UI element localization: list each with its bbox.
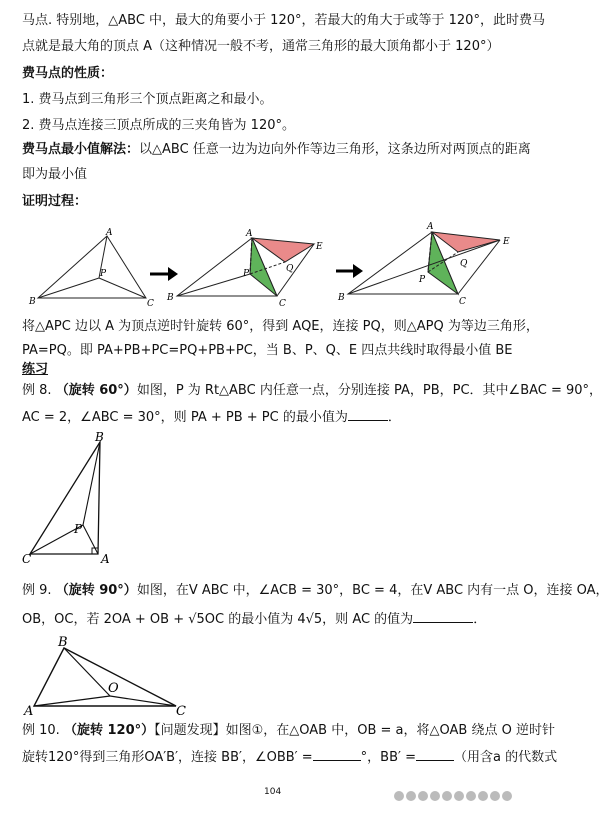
ex8-line-1 bbox=[22, 382, 603, 400]
fig2-label-a: A bbox=[246, 229, 253, 239]
practice-heading: 练习 bbox=[22, 362, 49, 377]
ex9-text-1: 如图，在V ABC 中，∠ACB = 30°，BC = 4，在V ABC 内有一点 O，连接 OA， bbox=[136, 583, 609, 598]
proof-text-1: 将△APC 边以 A 为顶点逆时针旋转 60°，得到 AQE，连接 PQ，则△APQ 为等边三角形， bbox=[22, 319, 539, 334]
ex10-text-1: 【问题发现】如图①，在△OAB 中，OB = a，将△OAB 绕点 O 逆时针 bbox=[154, 723, 555, 738]
ex8-tag: （旋转 60°） bbox=[55, 383, 137, 398]
figure-1-triangle bbox=[28, 228, 154, 309]
ex8-prefix: 例 8. bbox=[22, 383, 52, 398]
arrow-right-icon bbox=[336, 264, 363, 278]
proof-heading: 证明过程： bbox=[22, 194, 88, 209]
intro-line-2: 点就是最大角的顶点 A（这种情况一般不考，通常三角形的最大顶角都小于 120°） bbox=[22, 39, 500, 54]
fig3-label-b: B bbox=[338, 293, 345, 303]
ex10-text-2: 旋转120°得到三角形OA′B′，连接 BB′，∠OBB′ = bbox=[22, 750, 313, 765]
ex8-label-p: P bbox=[74, 522, 83, 536]
ex8-line-2 bbox=[22, 408, 534, 427]
arrow-right-icon bbox=[150, 267, 178, 281]
ex10-tag: （旋转 120°） bbox=[63, 723, 155, 738]
fig2-label-e: E bbox=[316, 242, 323, 252]
ex10-angle-blank[interactable] bbox=[313, 748, 361, 761]
ex9-label-a: A bbox=[24, 704, 34, 719]
watermark-logo bbox=[394, 786, 534, 804]
ex9-text-end: ． bbox=[473, 612, 487, 627]
fig3-label-c: C bbox=[459, 297, 466, 307]
fig3-label-p: P bbox=[419, 275, 426, 285]
ex9-line-1 bbox=[22, 582, 609, 600]
proof-text-2: PA=PQ。即 PA+PB+PC=PQ+PB+PC，当 B、P、Q、E 四点共线时取得最小值 BE bbox=[22, 343, 513, 358]
intro-line-1: 马点. 特别地，△ABC 中，最大的角要小于 120°，若最大的角大于或等于 120°，此时费马 bbox=[22, 13, 545, 28]
property-item-1: 1. 费马点到三角形三个顶点距离之和最小。 bbox=[22, 92, 273, 107]
figure-3-collinear bbox=[337, 222, 510, 307]
ex8-figure bbox=[22, 432, 122, 572]
proof-figures bbox=[0, 216, 548, 316]
ex8-text-2: AC = 2，∠ABC = 30°，则 PA + PB + PC 的最小值为 bbox=[22, 410, 348, 425]
fig3-label-e: E bbox=[503, 237, 510, 247]
ex10-length-blank[interactable] bbox=[416, 748, 454, 761]
ex8-label-b: B bbox=[95, 430, 104, 444]
fig2-label-b: B bbox=[167, 293, 174, 303]
ex9-text-2: OB，OC，若 2OA + OB + √5OC 的最小值为 4√5，则 AC 的值为 bbox=[22, 612, 414, 627]
ex9-figure bbox=[24, 634, 194, 719]
page-number: 104 bbox=[264, 787, 282, 797]
ex8-text-end: ． bbox=[387, 410, 401, 425]
ex10-text-3: °，BB′ = bbox=[360, 750, 416, 765]
ex10-prefix: 例 10. bbox=[22, 723, 60, 738]
property-item-2: 2. 费马点连接三顶点所成的三夹角皆为 120°。 bbox=[22, 118, 295, 133]
ex9-prefix: 例 9. bbox=[22, 583, 52, 598]
ex9-line-2 bbox=[22, 610, 534, 629]
figure-2-rotation bbox=[166, 229, 323, 309]
fig1-label-p: P bbox=[100, 269, 107, 279]
ex10-text-4: （用含a 的代数式 bbox=[453, 750, 558, 765]
method-line-2: 即为最小值 bbox=[22, 167, 88, 182]
fig1-label-a: A bbox=[106, 228, 113, 238]
ex8-text-1: 如图，P 为 Rt△ABC 内任意一点，分别连接 PA，PB，PC．其中∠BAC = 90°， bbox=[136, 383, 603, 398]
fig2-label-q: Q bbox=[286, 264, 294, 274]
fig1-label-b: B bbox=[29, 297, 36, 307]
ex8-label-a: A bbox=[101, 552, 110, 566]
ex9-label-o: O bbox=[108, 681, 119, 696]
fig2-label-c: C bbox=[279, 299, 286, 309]
fig2-label-p: P bbox=[243, 269, 250, 279]
ex10-line-2 bbox=[22, 748, 558, 767]
properties-heading: 费马点的性质： bbox=[22, 66, 114, 81]
ex9-tag: （旋转 90°） bbox=[55, 583, 137, 598]
ex9-label-b: B bbox=[58, 635, 68, 650]
method-text-1: 以△ABC 任意一边为边向外作等边三角形，这条边所对两顶点的距离 bbox=[139, 142, 531, 157]
fig3-label-a: A bbox=[427, 222, 434, 232]
ex10-line-1 bbox=[22, 722, 555, 740]
fig3-label-q: Q bbox=[460, 259, 468, 269]
ex8-answer-blank[interactable] bbox=[348, 408, 388, 421]
ex9-label-c: C bbox=[176, 704, 186, 719]
fig1-label-c: C bbox=[147, 299, 154, 309]
method-heading: 费马点最小值解法： bbox=[22, 142, 140, 157]
method-line-1 bbox=[22, 141, 534, 159]
ex9-answer-blank[interactable] bbox=[413, 610, 473, 623]
ex8-label-c: C bbox=[22, 552, 32, 566]
